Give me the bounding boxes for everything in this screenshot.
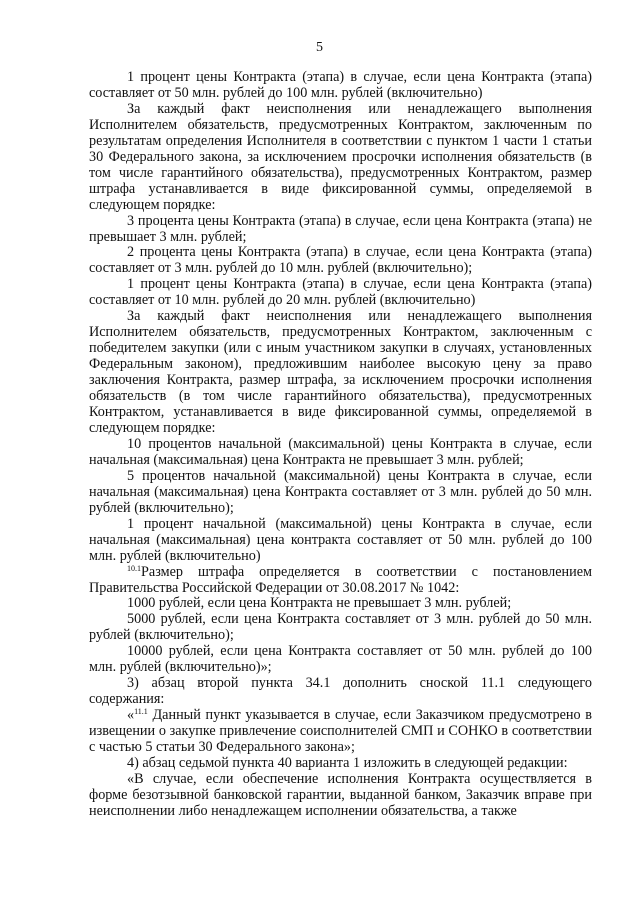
paragraph-text: 1 процент цены Контракта (этапа) в случае, если цена Контракта (этапа) составляет от 10 млн. рублей до 20 млн. рублей (включительно) bbox=[89, 276, 592, 309]
paragraph-text: 3) абзац второй пункта 34.1 дополнить сноской 11.1 следующего содержания: bbox=[89, 675, 592, 708]
paragraph-text: 1000 рублей, если цена Контракта не превышает 3 млн. рублей; bbox=[127, 595, 512, 612]
paragraph-text: 1 процент начальной (максимальной) цены Контракта в случае, если начальная (максимальная) цена контракта составляет от 50 млн. рублей до 100 млн. рублей (включительно) bbox=[89, 515, 592, 564]
paragraph bbox=[89, 102, 592, 214]
paragraph bbox=[89, 70, 592, 102]
paragraph bbox=[89, 772, 592, 820]
paragraph-text: 3 процента цены Контракта (этапа) в случае, если цена Контракта (этапа) не превышает 3 млн. рублей; bbox=[89, 212, 592, 245]
paragraph-text: 2 процента цены Контракта (этапа) в случае, если цена Контракта (этапа) составляет от 3 млн. рублей до 10 млн. рублей (включительно); bbox=[89, 244, 592, 277]
paragraph-text: 1 процент цены Контракта (этапа) в случае, если цена Контракта (этапа) составляет от 50 млн. рублей до 100 млн. рублей (включительно) bbox=[89, 69, 592, 101]
paragraph-text: «В случае, если обеспечение исполнения Контракта осуществляется в форме безотзывной банковской гарантии, выданной банком, Заказчик вправе при неисполнении либо ненадлежащем исполнении обязательства, а также bbox=[89, 770, 592, 819]
paragraph bbox=[89, 437, 592, 469]
paragraph bbox=[89, 214, 592, 246]
paragraph-text: За каждый факт неисполнения или ненадлежащего выполнения Исполнителем обязательств, предусмотренных Контрактом, заключенным по результатам определения Исполнителя в соответствии с пунктом 1 части 1 статьи 30 Федерального закона, за исключением просрочки исполнения обязательств (в том числе гарантийного обязательства), предусмотренных Контрактом, размер штрафа устанавливается в виде фиксированной суммы, определяемой в следующем порядке: bbox=[89, 100, 592, 213]
paragraph bbox=[89, 708, 592, 756]
paragraph bbox=[89, 309, 592, 437]
paragraph bbox=[89, 644, 592, 676]
paragraph-text: 4) абзац седьмой пункта 40 варианта 1 изложить в следующей редакции: bbox=[127, 754, 568, 771]
paragraph-text: 10 процентов начальной (максимальной) цены Контракта в случае, если начальная (максимальная) цена Контракта не превышает 3 млн. рублей; bbox=[89, 435, 592, 468]
paragraph bbox=[89, 469, 592, 517]
footnote-marker: 11.1 bbox=[134, 707, 148, 717]
paragraph-text: Данный пункт указывается в случае, если Заказчиком предусмотрено в извещении о закупке привлечение соисполнителей СМП и СОНКО в соответствии с частью 5 статьи 30 Федерального закона»; bbox=[89, 707, 592, 756]
paragraph-text: 10000 рублей, если цена Контракта составляет от 50 млн. рублей до 100 млн. рублей (включительно)»; bbox=[89, 643, 592, 676]
paragraph bbox=[89, 277, 592, 309]
paragraph bbox=[89, 676, 592, 708]
paragraph bbox=[89, 565, 592, 597]
opening-quote: « bbox=[127, 707, 135, 724]
page-number: 5 bbox=[316, 40, 323, 55]
paragraph bbox=[89, 612, 592, 644]
paragraph-text: За каждый факт неисполнения или ненадлежащего выполнения Исполнителем обязательств, предусмотренных Контрактом, заключенным с победителем закупки (или с иным участником закупки в случаях, установленных Федеральным законом), предложившим наиболее высокую цену за право заключения Контракта, размер штрафа, за исключением просрочки исполнения обязательств (в том числе гарантийного обязательства), предусмотренных Контрактом, устанавливается в виде фиксированной суммы, определяемой в следующем порядке: bbox=[89, 308, 592, 436]
paragraph bbox=[89, 245, 592, 277]
paragraph-text: 5 процентов начальной (максимальной) цены Контракта в случае, если начальная (максимальная) цена Контракта составляет от 3 млн. рублей до 50 млн. рублей (включительно); bbox=[89, 467, 592, 516]
footnote-marker: 10.1 bbox=[127, 563, 141, 573]
paragraph bbox=[89, 756, 592, 772]
paragraph-text: 5000 рублей, если цена Контракта составляет от 3 млн. рублей до 50 млн. рублей (включительно); bbox=[89, 611, 592, 644]
paragraph-text: Размер штрафа определяется в соответствии с постановлением Правительства Российской Федерации от 30.08.2017 № 1042: bbox=[89, 563, 592, 596]
document-body bbox=[89, 70, 592, 820]
paragraph bbox=[89, 517, 592, 565]
paragraph bbox=[89, 596, 592, 612]
